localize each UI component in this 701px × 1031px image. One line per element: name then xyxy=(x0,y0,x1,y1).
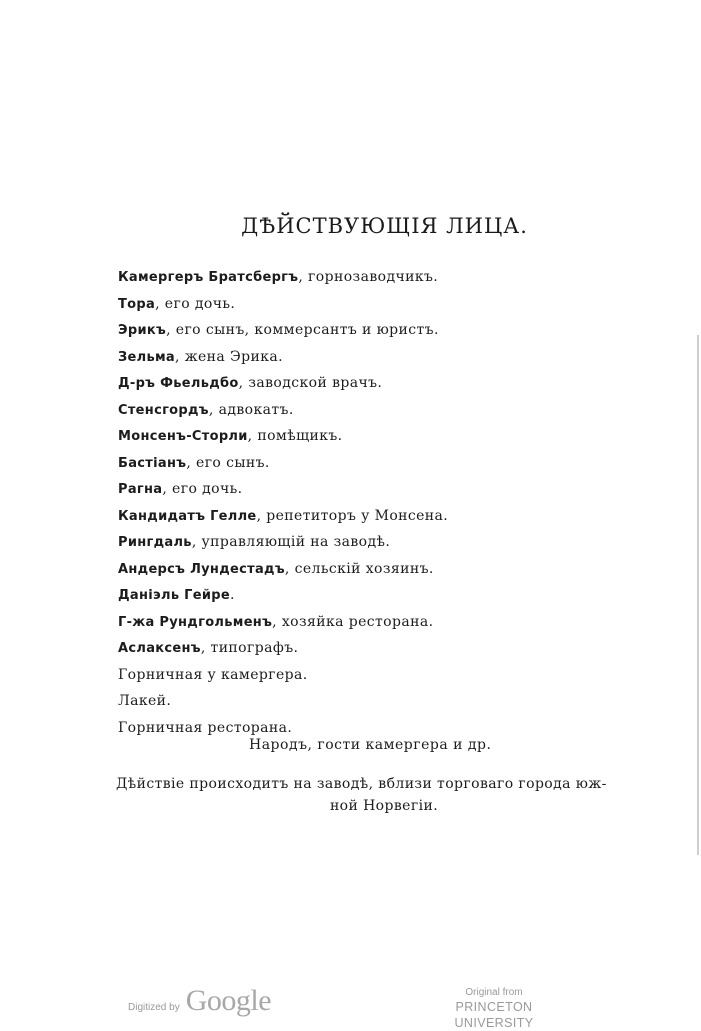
character-description: Горничная ресторана. xyxy=(118,719,293,736)
character-name: Г-жа Рундгольменъ xyxy=(118,614,273,630)
character-name: Аслаксенъ xyxy=(118,641,201,656)
cast-entry xyxy=(118,635,658,662)
character-description: , управляющій на заводѣ. xyxy=(191,534,391,550)
digitized-by-label: Digitized by xyxy=(128,1002,180,1013)
cast-entry xyxy=(118,397,658,424)
cast-entry xyxy=(118,344,658,371)
digitized-by-watermark xyxy=(128,984,271,1018)
character-name: Даніэль Гейре xyxy=(118,588,230,603)
character-description: , репетиторъ у Монсена. xyxy=(256,507,449,524)
character-name: Монсенъ-Сторли xyxy=(118,429,248,444)
character-description: , хозяйка ресторана. xyxy=(272,613,434,630)
cast-entry xyxy=(118,423,658,450)
cast-entry xyxy=(118,264,658,291)
cast-entry xyxy=(118,476,658,503)
character-description: Горничная у камергера. xyxy=(118,666,308,683)
page-title: ДѢЙСТВУЮЩІЯ ЛИЦА. xyxy=(241,214,528,238)
google-logo: Google xyxy=(185,984,272,1017)
character-description: , адвокатъ. xyxy=(208,401,294,418)
character-description: . xyxy=(230,587,235,603)
character-name: Тора xyxy=(118,296,156,312)
character-description: , помѣщикъ. xyxy=(247,428,343,444)
character-name: Зельма xyxy=(118,349,175,365)
character-description: , его дочь. xyxy=(162,481,243,497)
crowd-line: Народъ, гости камергера и др. xyxy=(249,737,492,753)
character-description: , жена Эрика. xyxy=(175,348,283,365)
original-from-watermark xyxy=(416,986,572,1031)
institution-name: PRINCETON UNIVERSITY xyxy=(454,1000,534,1030)
cast-entry xyxy=(118,609,658,636)
character-description: , горнозаводчикъ. xyxy=(298,269,439,285)
cast-entry xyxy=(118,503,658,530)
page-edge-line xyxy=(697,335,699,855)
cast-entry xyxy=(118,662,658,689)
character-name: Рагна xyxy=(118,482,163,497)
character-name: Бастіанъ xyxy=(118,455,187,471)
character-name: Эрикъ xyxy=(118,323,167,338)
character-name: Кандидатъ Гелле xyxy=(118,508,257,524)
character-name: Д-ръ Фьельдбо xyxy=(118,376,239,391)
character-description: , его сынъ. xyxy=(186,454,270,471)
cast-entry xyxy=(118,317,658,344)
original-from-label: Original from xyxy=(465,987,523,998)
character-description: , сельскій хозяинъ. xyxy=(284,560,434,577)
setting-line-2: ной Норвегіи. xyxy=(329,798,439,814)
cast-entry xyxy=(118,450,658,477)
setting-note xyxy=(116,773,642,817)
character-description: , заводской врачъ. xyxy=(238,375,383,391)
cast-list xyxy=(118,264,658,741)
character-description: , его сынъ, коммерсантъ и юристъ. xyxy=(166,322,439,338)
cast-entry xyxy=(118,291,658,318)
setting-line-1: Дѣйствіе происходитъ на заводѣ, вблизи торговаго города юж- xyxy=(116,776,607,792)
character-description: , типографъ. xyxy=(200,640,299,656)
cast-entry xyxy=(118,556,658,583)
character-name: Стенсгордъ xyxy=(118,402,209,418)
character-description: Лакей. xyxy=(118,693,172,709)
character-name: Камергеръ Братсбергъ xyxy=(118,270,299,285)
character-description: , его дочь. xyxy=(155,295,236,312)
cast-entry xyxy=(118,688,658,715)
character-name: Рингдаль xyxy=(118,535,192,550)
character-name: Андерсъ Лундестадъ xyxy=(118,561,285,577)
cast-entry xyxy=(118,582,658,609)
cast-entry xyxy=(118,529,658,556)
cast-entry xyxy=(118,370,658,397)
